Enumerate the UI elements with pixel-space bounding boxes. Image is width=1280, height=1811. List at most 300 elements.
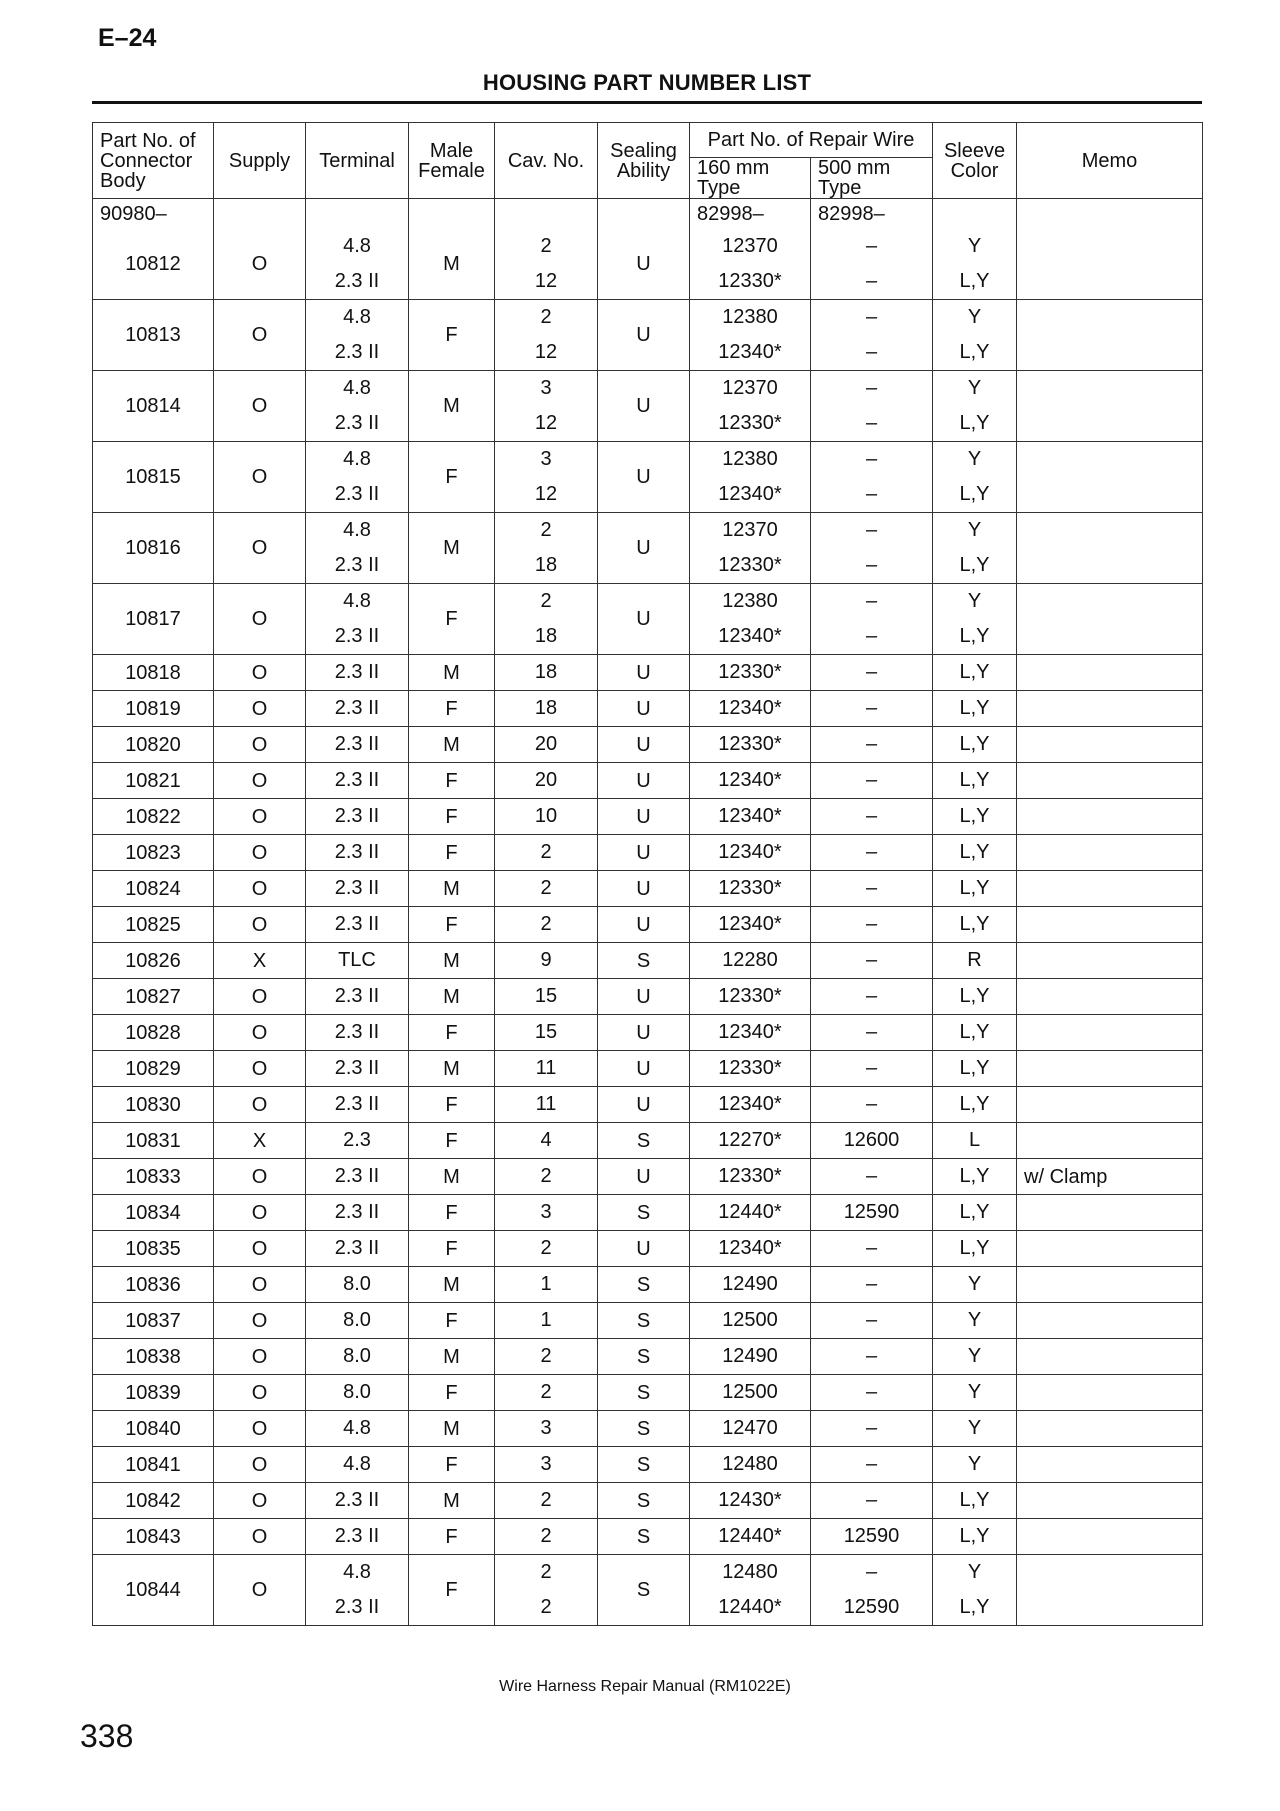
cell-part-no: 10812 bbox=[93, 229, 214, 300]
cell-wire-500-value: – bbox=[865, 1021, 878, 1043]
cell-wire-500 bbox=[811, 1195, 933, 1231]
cell-wire-500-value: – bbox=[865, 1057, 878, 1079]
cell-wire-500-value: – bbox=[865, 877, 878, 899]
cell-wire-500-value: – bbox=[865, 949, 878, 971]
cell-supply: O bbox=[214, 229, 306, 300]
cell-wire-160 bbox=[690, 1015, 811, 1051]
cell-wire-160 bbox=[690, 727, 811, 763]
cell-part-no: 10827 bbox=[93, 979, 214, 1015]
cell-cav-no bbox=[495, 1195, 598, 1231]
cell-sleeve-color-value: L,Y bbox=[959, 625, 990, 647]
cell-wire-500 bbox=[811, 907, 933, 943]
cell-wire-160 bbox=[690, 1123, 811, 1159]
cell-terminal-value: 2.3 II bbox=[334, 1021, 380, 1043]
cell-sleeve-color-value: L,Y bbox=[959, 1057, 990, 1079]
cell-supply: O bbox=[214, 979, 306, 1015]
table-row bbox=[93, 513, 1203, 584]
cell-terminal-value: 2.3 II bbox=[334, 697, 380, 719]
cell-wire-160-value: 12280 bbox=[722, 949, 778, 971]
cell-wire-160-value: 12340* bbox=[718, 1237, 782, 1259]
cell-part-no: 10831 bbox=[93, 1123, 214, 1159]
cell-sleeve-color-value: Y bbox=[967, 590, 982, 612]
cell-memo bbox=[1017, 799, 1203, 835]
cell-cav-no bbox=[495, 442, 598, 513]
cell-sleeve-color bbox=[933, 1519, 1017, 1555]
cell-sleeve-color bbox=[933, 979, 1017, 1015]
cell-wire-160 bbox=[690, 229, 811, 300]
cell-wire-160 bbox=[690, 1195, 811, 1231]
cell-terminal bbox=[306, 1555, 409, 1626]
cell-terminal bbox=[306, 1483, 409, 1519]
cell-sealing: U bbox=[598, 727, 690, 763]
cell-terminal bbox=[306, 1123, 409, 1159]
page-title: HOUSING PART NUMBER LIST bbox=[482, 70, 812, 95]
cell-wire-500 bbox=[811, 835, 933, 871]
cell-cav-no-value: 12 bbox=[534, 270, 558, 292]
table-row bbox=[93, 1375, 1203, 1411]
cell-cav-no-value: 15 bbox=[534, 985, 558, 1007]
cell-part-no: 10829 bbox=[93, 1051, 214, 1087]
cell-supply: O bbox=[214, 1159, 306, 1195]
cell-cav-no-value: 3 bbox=[540, 1201, 552, 1223]
table-row bbox=[93, 1087, 1203, 1123]
cell-wire-160-value: 12330* bbox=[718, 412, 782, 434]
table-row bbox=[93, 371, 1203, 442]
cell-sleeve-color-value: L,Y bbox=[959, 412, 990, 434]
cell-sleeve-color-value: Y bbox=[967, 1381, 982, 1403]
table-row bbox=[93, 1483, 1203, 1519]
cell-wire-500 bbox=[811, 763, 933, 799]
cell-cav-no-value: 9 bbox=[540, 949, 552, 971]
cell-terminal bbox=[306, 799, 409, 835]
cell-wire-160 bbox=[690, 763, 811, 799]
cell-terminal bbox=[306, 655, 409, 691]
table-row bbox=[93, 691, 1203, 727]
cell-wire-500-value: – bbox=[865, 805, 878, 827]
cell-wire-160 bbox=[690, 799, 811, 835]
table-row bbox=[93, 1411, 1203, 1447]
cell-terminal-value: 2.3 II bbox=[334, 270, 380, 292]
cell-wire-500 bbox=[811, 1411, 933, 1447]
cell-cav-no-value: 2 bbox=[540, 235, 552, 257]
cell-wire-160-value: 12370 bbox=[722, 377, 778, 399]
table-row bbox=[93, 229, 1203, 300]
cell-wire-160 bbox=[690, 442, 811, 513]
cell-terminal-value: 2.3 II bbox=[334, 1093, 380, 1115]
table-body bbox=[93, 199, 1203, 1626]
cell-wire-160 bbox=[690, 655, 811, 691]
cell-wire-500 bbox=[811, 1051, 933, 1087]
cell-wire-160-value: 12340* bbox=[718, 697, 782, 719]
cell-sleeve-color bbox=[933, 943, 1017, 979]
cell-wire-160-value: 12330* bbox=[718, 554, 782, 576]
cell-memo bbox=[1017, 513, 1203, 584]
cell-sealing: S bbox=[598, 1339, 690, 1375]
cell-cav-no-value: 11 bbox=[535, 1093, 557, 1115]
cell-sealing: S bbox=[598, 1303, 690, 1339]
cell-cav-no-value: 2 bbox=[540, 841, 552, 863]
cell-memo bbox=[1017, 943, 1203, 979]
cell-terminal-value: 2.3 II bbox=[334, 661, 380, 683]
cell-sealing: U bbox=[598, 300, 690, 371]
cell-wire-500 bbox=[811, 1375, 933, 1411]
cell-wire-500 bbox=[811, 442, 933, 513]
table-row bbox=[93, 442, 1203, 513]
cell-cav-no bbox=[495, 1159, 598, 1195]
cell-wire-160-value: 12340* bbox=[718, 341, 782, 363]
cell-part-no: 10836 bbox=[93, 1267, 214, 1303]
cell-sleeve-color bbox=[933, 1051, 1017, 1087]
cell-sealing: U bbox=[598, 1051, 690, 1087]
cell-cav-no-value: 2 bbox=[540, 1596, 552, 1618]
table-row bbox=[93, 1267, 1203, 1303]
cell-cav-no-value: 20 bbox=[534, 769, 558, 791]
cell-wire-500-value: – bbox=[865, 1309, 878, 1331]
cell-wire-160 bbox=[690, 1087, 811, 1123]
cell-sleeve-color bbox=[933, 1411, 1017, 1447]
cell-sealing: U bbox=[598, 799, 690, 835]
cell-wire-160 bbox=[690, 1303, 811, 1339]
cell-part-no: 10814 bbox=[93, 371, 214, 442]
cell-cav-no-value: 12 bbox=[534, 483, 558, 505]
cell-wire-500-value: – bbox=[865, 733, 878, 755]
cell-sealing: U bbox=[598, 1087, 690, 1123]
cell-male-female: F bbox=[409, 1375, 495, 1411]
cell-sleeve-color bbox=[933, 655, 1017, 691]
cell-wire-500-value: – bbox=[865, 1345, 878, 1367]
cell-terminal-value: 4.8 bbox=[343, 1453, 371, 1475]
cell-sealing: S bbox=[598, 1123, 690, 1159]
cell-terminal-value: 4.8 bbox=[343, 377, 371, 399]
cell-sealing: U bbox=[598, 691, 690, 727]
cell-supply: O bbox=[214, 1519, 306, 1555]
cell-sleeve-color bbox=[933, 691, 1017, 727]
cell-sleeve-color-value: Y bbox=[967, 1345, 982, 1367]
cell-memo bbox=[1017, 1015, 1203, 1051]
cell-male-female: F bbox=[409, 1231, 495, 1267]
cell-supply: O bbox=[214, 513, 306, 584]
cell-memo bbox=[1017, 871, 1203, 907]
cell-sleeve-color-value: L,Y bbox=[959, 733, 990, 755]
prefix-500mm: 82998– bbox=[811, 199, 933, 230]
cell-terminal-value: 2.3 II bbox=[334, 1525, 380, 1547]
cell-sleeve-color-value: L,Y bbox=[959, 483, 990, 505]
cell-terminal-value: 2.3 II bbox=[334, 841, 380, 863]
cell-cav-no-value: 3 bbox=[540, 1417, 552, 1439]
cell-wire-500 bbox=[811, 943, 933, 979]
cell-cav-no bbox=[495, 1123, 598, 1159]
cell-wire-160-value: 12470 bbox=[722, 1417, 778, 1439]
cell-male-female: M bbox=[409, 1159, 495, 1195]
cell-cav-no-value: 2 bbox=[540, 1489, 552, 1511]
cell-wire-160 bbox=[690, 1267, 811, 1303]
cell-cav-no-value: 2 bbox=[540, 1381, 552, 1403]
cell-supply: O bbox=[214, 655, 306, 691]
cell-cav-no-value: 12 bbox=[534, 341, 558, 363]
cell-cav-no bbox=[495, 1231, 598, 1267]
cell-supply: O bbox=[214, 799, 306, 835]
cell-wire-160-value: 12270* bbox=[718, 1129, 782, 1151]
cell-sleeve-color bbox=[933, 1375, 1017, 1411]
cell-wire-160 bbox=[690, 1519, 811, 1555]
cell-sleeve-color bbox=[933, 763, 1017, 799]
cell-wire-500-value: – bbox=[865, 661, 878, 683]
cell-wire-160 bbox=[690, 979, 811, 1015]
cell-wire-160-value: 12330* bbox=[718, 877, 782, 899]
cell-memo bbox=[1017, 1339, 1203, 1375]
cell-wire-500 bbox=[811, 871, 933, 907]
cell-sleeve-color bbox=[933, 1303, 1017, 1339]
cell-sleeve-color bbox=[933, 1267, 1017, 1303]
cell-wire-160-value: 12340* bbox=[718, 841, 782, 863]
cell-part-no: 10837 bbox=[93, 1303, 214, 1339]
cell-cav-no-value: 3 bbox=[540, 448, 552, 470]
cell-male-female: M bbox=[409, 871, 495, 907]
cell-sleeve-color bbox=[933, 727, 1017, 763]
cell-male-female: F bbox=[409, 799, 495, 835]
cell-supply: O bbox=[214, 442, 306, 513]
cell-wire-160 bbox=[690, 1483, 811, 1519]
cell-wire-500 bbox=[811, 229, 933, 300]
cell-sealing: S bbox=[598, 1411, 690, 1447]
cell-terminal-value: 2.3 bbox=[343, 1129, 371, 1151]
cell-cav-no bbox=[495, 584, 598, 655]
header-sealing: Sealing Ability bbox=[598, 123, 690, 199]
cell-terminal bbox=[306, 1087, 409, 1123]
header-repair-wire: Part No. of Repair Wire bbox=[690, 123, 933, 158]
table-row bbox=[93, 1159, 1203, 1195]
cell-terminal bbox=[306, 943, 409, 979]
cell-terminal bbox=[306, 1519, 409, 1555]
cell-part-no: 10838 bbox=[93, 1339, 214, 1375]
cell-wire-160-value: 12490 bbox=[722, 1273, 778, 1295]
cell-wire-500 bbox=[811, 1267, 933, 1303]
cell-terminal-value: 2.3 II bbox=[334, 1596, 380, 1618]
cell-supply: O bbox=[214, 584, 306, 655]
cell-wire-500 bbox=[811, 1123, 933, 1159]
cell-wire-500 bbox=[811, 727, 933, 763]
table-row bbox=[93, 1195, 1203, 1231]
cell-terminal-value: 8.0 bbox=[343, 1273, 371, 1295]
cell-part-no: 10835 bbox=[93, 1231, 214, 1267]
cell-part-no: 10828 bbox=[93, 1015, 214, 1051]
cell-terminal-value: 2.3 II bbox=[334, 483, 380, 505]
cell-wire-160-value: 12340* bbox=[718, 1093, 782, 1115]
cell-supply: O bbox=[214, 691, 306, 727]
cell-supply: O bbox=[214, 1375, 306, 1411]
cell-sealing: U bbox=[598, 1015, 690, 1051]
cell-male-female: F bbox=[409, 907, 495, 943]
cell-memo bbox=[1017, 1231, 1203, 1267]
cell-supply: O bbox=[214, 871, 306, 907]
cell-wire-500-value: 12590 bbox=[843, 1596, 900, 1618]
cell-terminal-value: 2.3 II bbox=[334, 412, 380, 434]
table-row bbox=[93, 1231, 1203, 1267]
cell-wire-160 bbox=[690, 1375, 811, 1411]
cell-sleeve-color-value: L,Y bbox=[959, 341, 990, 363]
cell-wire-500-value: – bbox=[865, 270, 878, 292]
cell-terminal-value: 2.3 II bbox=[334, 877, 380, 899]
cell-memo bbox=[1017, 1051, 1203, 1087]
cell-memo bbox=[1017, 371, 1203, 442]
cell-terminal-value: 2.3 II bbox=[334, 341, 380, 363]
cell-part-no: 10818 bbox=[93, 655, 214, 691]
housing-part-table bbox=[92, 122, 1203, 1626]
table-row bbox=[93, 584, 1203, 655]
cell-cav-no bbox=[495, 763, 598, 799]
cell-terminal bbox=[306, 584, 409, 655]
cell-supply: O bbox=[214, 907, 306, 943]
cell-sleeve-color-value: L,Y bbox=[959, 769, 990, 791]
cell-part-no: 10833 bbox=[93, 1159, 214, 1195]
cell-supply: O bbox=[214, 1483, 306, 1519]
cell-wire-160-value: 12340* bbox=[718, 625, 782, 647]
cell-wire-160-value: 12430* bbox=[718, 1489, 782, 1511]
cell-cav-no-value: 2 bbox=[540, 519, 552, 541]
header-500mm-type: 500 mm Type bbox=[811, 158, 933, 199]
cell-male-female: F bbox=[409, 1555, 495, 1626]
cell-cav-no-value: 2 bbox=[540, 913, 552, 935]
cell-memo bbox=[1017, 1411, 1203, 1447]
cell-supply: O bbox=[214, 1231, 306, 1267]
cell-wire-500 bbox=[811, 655, 933, 691]
cell-sleeve-color bbox=[933, 1447, 1017, 1483]
cell-cav-no bbox=[495, 979, 598, 1015]
cell-terminal bbox=[306, 727, 409, 763]
cell-sleeve-color-value: L,Y bbox=[959, 1201, 990, 1223]
cell-sleeve-color-value: L,Y bbox=[959, 270, 990, 292]
cell-sleeve-color bbox=[933, 513, 1017, 584]
cell-male-female: F bbox=[409, 442, 495, 513]
cell-cav-no bbox=[495, 229, 598, 300]
cell-terminal bbox=[306, 1339, 409, 1375]
cell-sleeve-color-value: L,Y bbox=[959, 985, 990, 1007]
cell-wire-160 bbox=[690, 300, 811, 371]
cell-cav-no bbox=[495, 1555, 598, 1626]
cell-sealing: S bbox=[598, 1555, 690, 1626]
cell-sleeve-color bbox=[933, 1087, 1017, 1123]
cell-cav-no bbox=[495, 371, 598, 442]
cell-wire-160-value: 12440* bbox=[718, 1201, 782, 1223]
cell-terminal-value: 4.8 bbox=[343, 306, 371, 328]
cell-male-female: M bbox=[409, 371, 495, 442]
cell-wire-160-value: 12480 bbox=[722, 1453, 778, 1475]
cell-supply: O bbox=[214, 1051, 306, 1087]
cell-sleeve-color-value: L,Y bbox=[959, 1596, 990, 1618]
cell-terminal bbox=[306, 1411, 409, 1447]
cell-cav-no-value: 18 bbox=[534, 697, 558, 719]
table-row bbox=[93, 943, 1203, 979]
cell-terminal bbox=[306, 513, 409, 584]
cell-sleeve-color bbox=[933, 799, 1017, 835]
cell-wire-160 bbox=[690, 907, 811, 943]
cell-memo bbox=[1017, 1303, 1203, 1339]
cell-sleeve-color bbox=[933, 1015, 1017, 1051]
cell-wire-160 bbox=[690, 1231, 811, 1267]
cell-memo bbox=[1017, 691, 1203, 727]
cell-terminal bbox=[306, 1195, 409, 1231]
cell-sealing: S bbox=[598, 1267, 690, 1303]
cell-wire-500 bbox=[811, 691, 933, 727]
cell-supply: O bbox=[214, 371, 306, 442]
cell-terminal bbox=[306, 691, 409, 727]
cell-sleeve-color-value: Y bbox=[967, 1273, 982, 1295]
cell-cav-no bbox=[495, 727, 598, 763]
cell-sleeve-color-value: Y bbox=[967, 1561, 982, 1583]
cell-sealing: U bbox=[598, 1159, 690, 1195]
cell-sleeve-color-value: Y bbox=[967, 519, 982, 541]
cell-cav-no-value: 1 bbox=[540, 1309, 552, 1331]
cell-wire-500-value: – bbox=[865, 519, 878, 541]
cell-part-no: 10830 bbox=[93, 1087, 214, 1123]
cell-sleeve-color-value: L,Y bbox=[959, 554, 990, 576]
cell-sleeve-color-value: L,Y bbox=[959, 1489, 990, 1511]
cell-memo bbox=[1017, 1375, 1203, 1411]
cell-male-female: F bbox=[409, 1303, 495, 1339]
cell-wire-500 bbox=[811, 1087, 933, 1123]
cell-wire-500-value: 12590 bbox=[843, 1201, 900, 1223]
cell-male-female: F bbox=[409, 763, 495, 799]
cell-part-no: 10825 bbox=[93, 907, 214, 943]
cell-wire-160 bbox=[690, 943, 811, 979]
cell-wire-160-value: 12330* bbox=[718, 1165, 782, 1187]
cell-wire-500 bbox=[811, 1015, 933, 1051]
cell-sleeve-color bbox=[933, 229, 1017, 300]
cell-wire-160-value: 12340* bbox=[718, 913, 782, 935]
cell-cav-no bbox=[495, 1483, 598, 1519]
cell-male-female: M bbox=[409, 1411, 495, 1447]
cell-terminal bbox=[306, 1447, 409, 1483]
header-part-no: Part No. of Connector Body bbox=[93, 123, 214, 199]
cell-memo bbox=[1017, 835, 1203, 871]
cell-wire-500-value: – bbox=[865, 590, 878, 612]
cell-terminal bbox=[306, 1303, 409, 1339]
cell-sleeve-color-value: Y bbox=[967, 448, 982, 470]
cell-male-female: M bbox=[409, 229, 495, 300]
cell-cav-no bbox=[495, 513, 598, 584]
cell-terminal bbox=[306, 1159, 409, 1195]
table-row bbox=[93, 1519, 1203, 1555]
cell-supply: O bbox=[214, 1555, 306, 1626]
cell-terminal-value: 2.3 II bbox=[334, 1165, 380, 1187]
cell-terminal bbox=[306, 907, 409, 943]
cell-terminal bbox=[306, 229, 409, 300]
table-row bbox=[93, 1051, 1203, 1087]
table-row bbox=[93, 300, 1203, 371]
cell-memo bbox=[1017, 1519, 1203, 1555]
table-row bbox=[93, 871, 1203, 907]
cell-cav-no bbox=[495, 1447, 598, 1483]
cell-sleeve-color bbox=[933, 835, 1017, 871]
cell-wire-160 bbox=[690, 1159, 811, 1195]
cell-cav-no bbox=[495, 1411, 598, 1447]
cell-wire-160-value: 12370 bbox=[722, 235, 778, 257]
cell-wire-160-value: 12340* bbox=[718, 769, 782, 791]
cell-wire-160-value: 12500 bbox=[722, 1309, 778, 1331]
cell-wire-500 bbox=[811, 979, 933, 1015]
cell-sleeve-color-value: L,Y bbox=[959, 877, 990, 899]
cell-sleeve-color bbox=[933, 442, 1017, 513]
cell-cav-no-value: 2 bbox=[540, 1237, 552, 1259]
cell-wire-500-value: – bbox=[865, 1237, 878, 1259]
cell-supply: O bbox=[214, 835, 306, 871]
cell-wire-500 bbox=[811, 513, 933, 584]
cell-male-female: M bbox=[409, 979, 495, 1015]
cell-supply: O bbox=[214, 1447, 306, 1483]
cell-part-no: 10822 bbox=[93, 799, 214, 835]
cell-cav-no bbox=[495, 1051, 598, 1087]
cell-wire-500 bbox=[811, 1483, 933, 1519]
